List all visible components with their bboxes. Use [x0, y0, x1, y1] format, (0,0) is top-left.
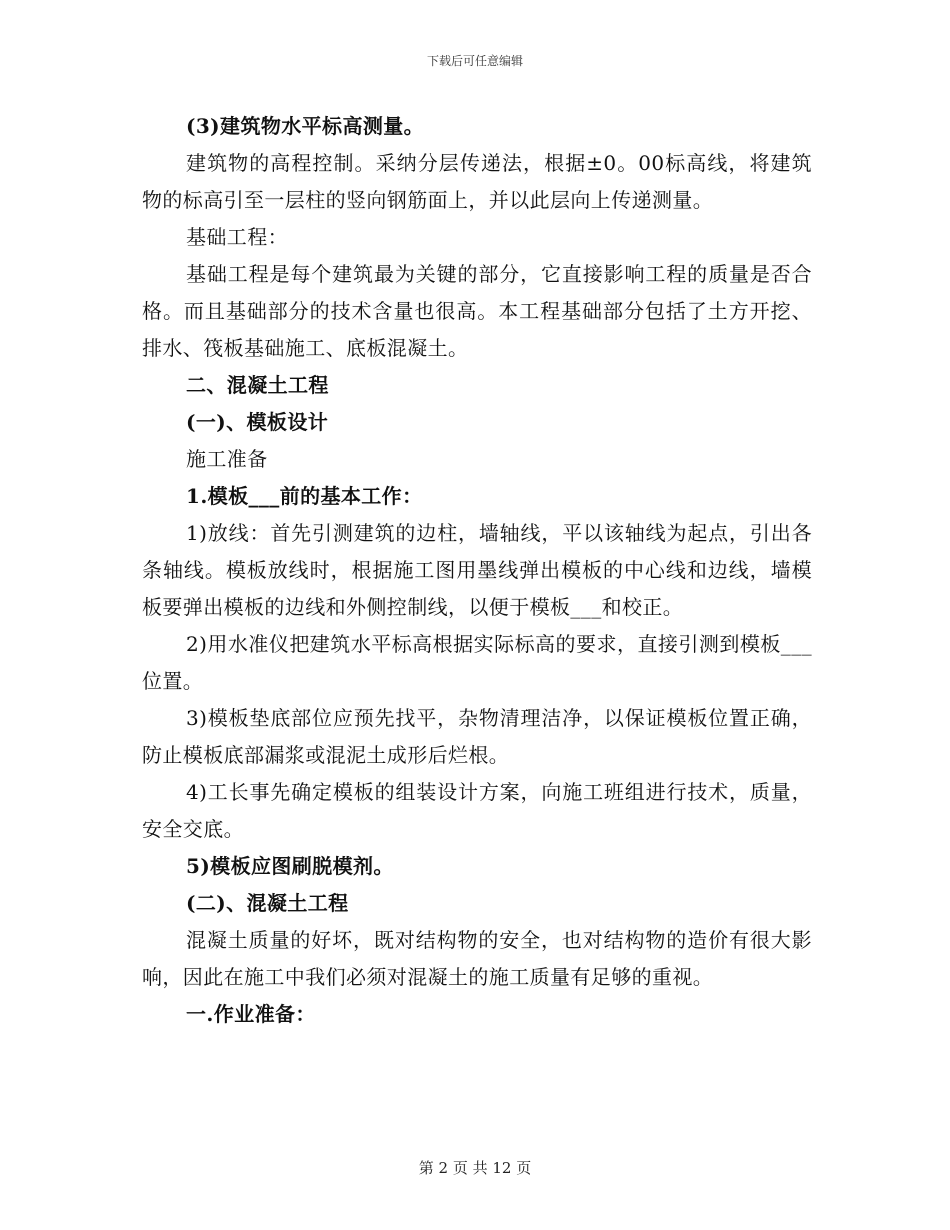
heading-concrete-section: (二)、混凝土工程 [186, 891, 349, 915]
paragraph-concrete-quality: 混凝土质量的好坏，既对结构物的安全，也对结构物的造价有很大影响，因此在施工中我们必须对混凝土的施工质量有足够的重视。 [142, 928, 812, 989]
heading-concrete-works: 二、混凝土工程 [186, 373, 329, 397]
heading-formwork-basic-work [142, 478, 812, 515]
underline-blank: ___ [248, 484, 280, 508]
heading-part-1: 1.模板 [186, 484, 249, 508]
paragraph-item-1-layout: 1)放线：首先引测建筑的边柱，墙轴线，平以该轴线为起点，引出各条轴线。模板放线时，根据施工图用墨线弹出模板的中心线和边线，墙模板要弹出模板的边线和外侧控制线，以便于模板___和校正。 [142, 521, 812, 619]
heading-elevation-survey: (3)建筑物水平标高测量。 [186, 114, 425, 138]
paragraph-item-3-base: 3)模板垫底部位应预先找平，杂物清理洁净，以保证模板位置正确，防止模板底部漏浆或混泥土成形后烂根。 [142, 706, 812, 767]
label-foundation-works: 基础工程： [186, 225, 288, 249]
paragraph-item-5-release-agent: 5)模板应图刷脱模剂。 [186, 854, 394, 878]
paragraph-elevation-control: 建筑物的高程控制。采纳分层传递法，根据±0。00标高线，将建筑物的标高引至一层柱的竖向钢筋面上，并以此层向上传递测量。 [142, 151, 812, 212]
heading-part-2: 前的基本工作： [279, 484, 423, 508]
paragraph-item-4-briefing: 4)工长事先确定模板的组装设计方案，向施工班组进行技术，质量，安全交底。 [142, 780, 812, 841]
document-body [142, 108, 812, 1033]
paragraph-foundation-works: 基础工程是每个建筑最为关键的部分，它直接影响工程的质量是否合格。而且基础部分的技术含量也很高。本工程基础部分包括了土方开挖、排水、筏板基础施工、底板混凝土。 [142, 262, 812, 360]
paragraph-item-2-level: 2)用水准仪把建筑水平标高根据实际标高的要求，直接引测到模板___位置。 [142, 632, 812, 693]
heading-work-prep: 一.作业准备： [186, 1002, 316, 1026]
page-footer: 第 2 页 共 12 页 [418, 1159, 532, 1177]
label-construction-prep: 施工准备 [186, 447, 268, 471]
page-header: 下载后可任意编辑 [426, 54, 523, 68]
heading-formwork-design: (一)、模板设计 [186, 410, 329, 434]
